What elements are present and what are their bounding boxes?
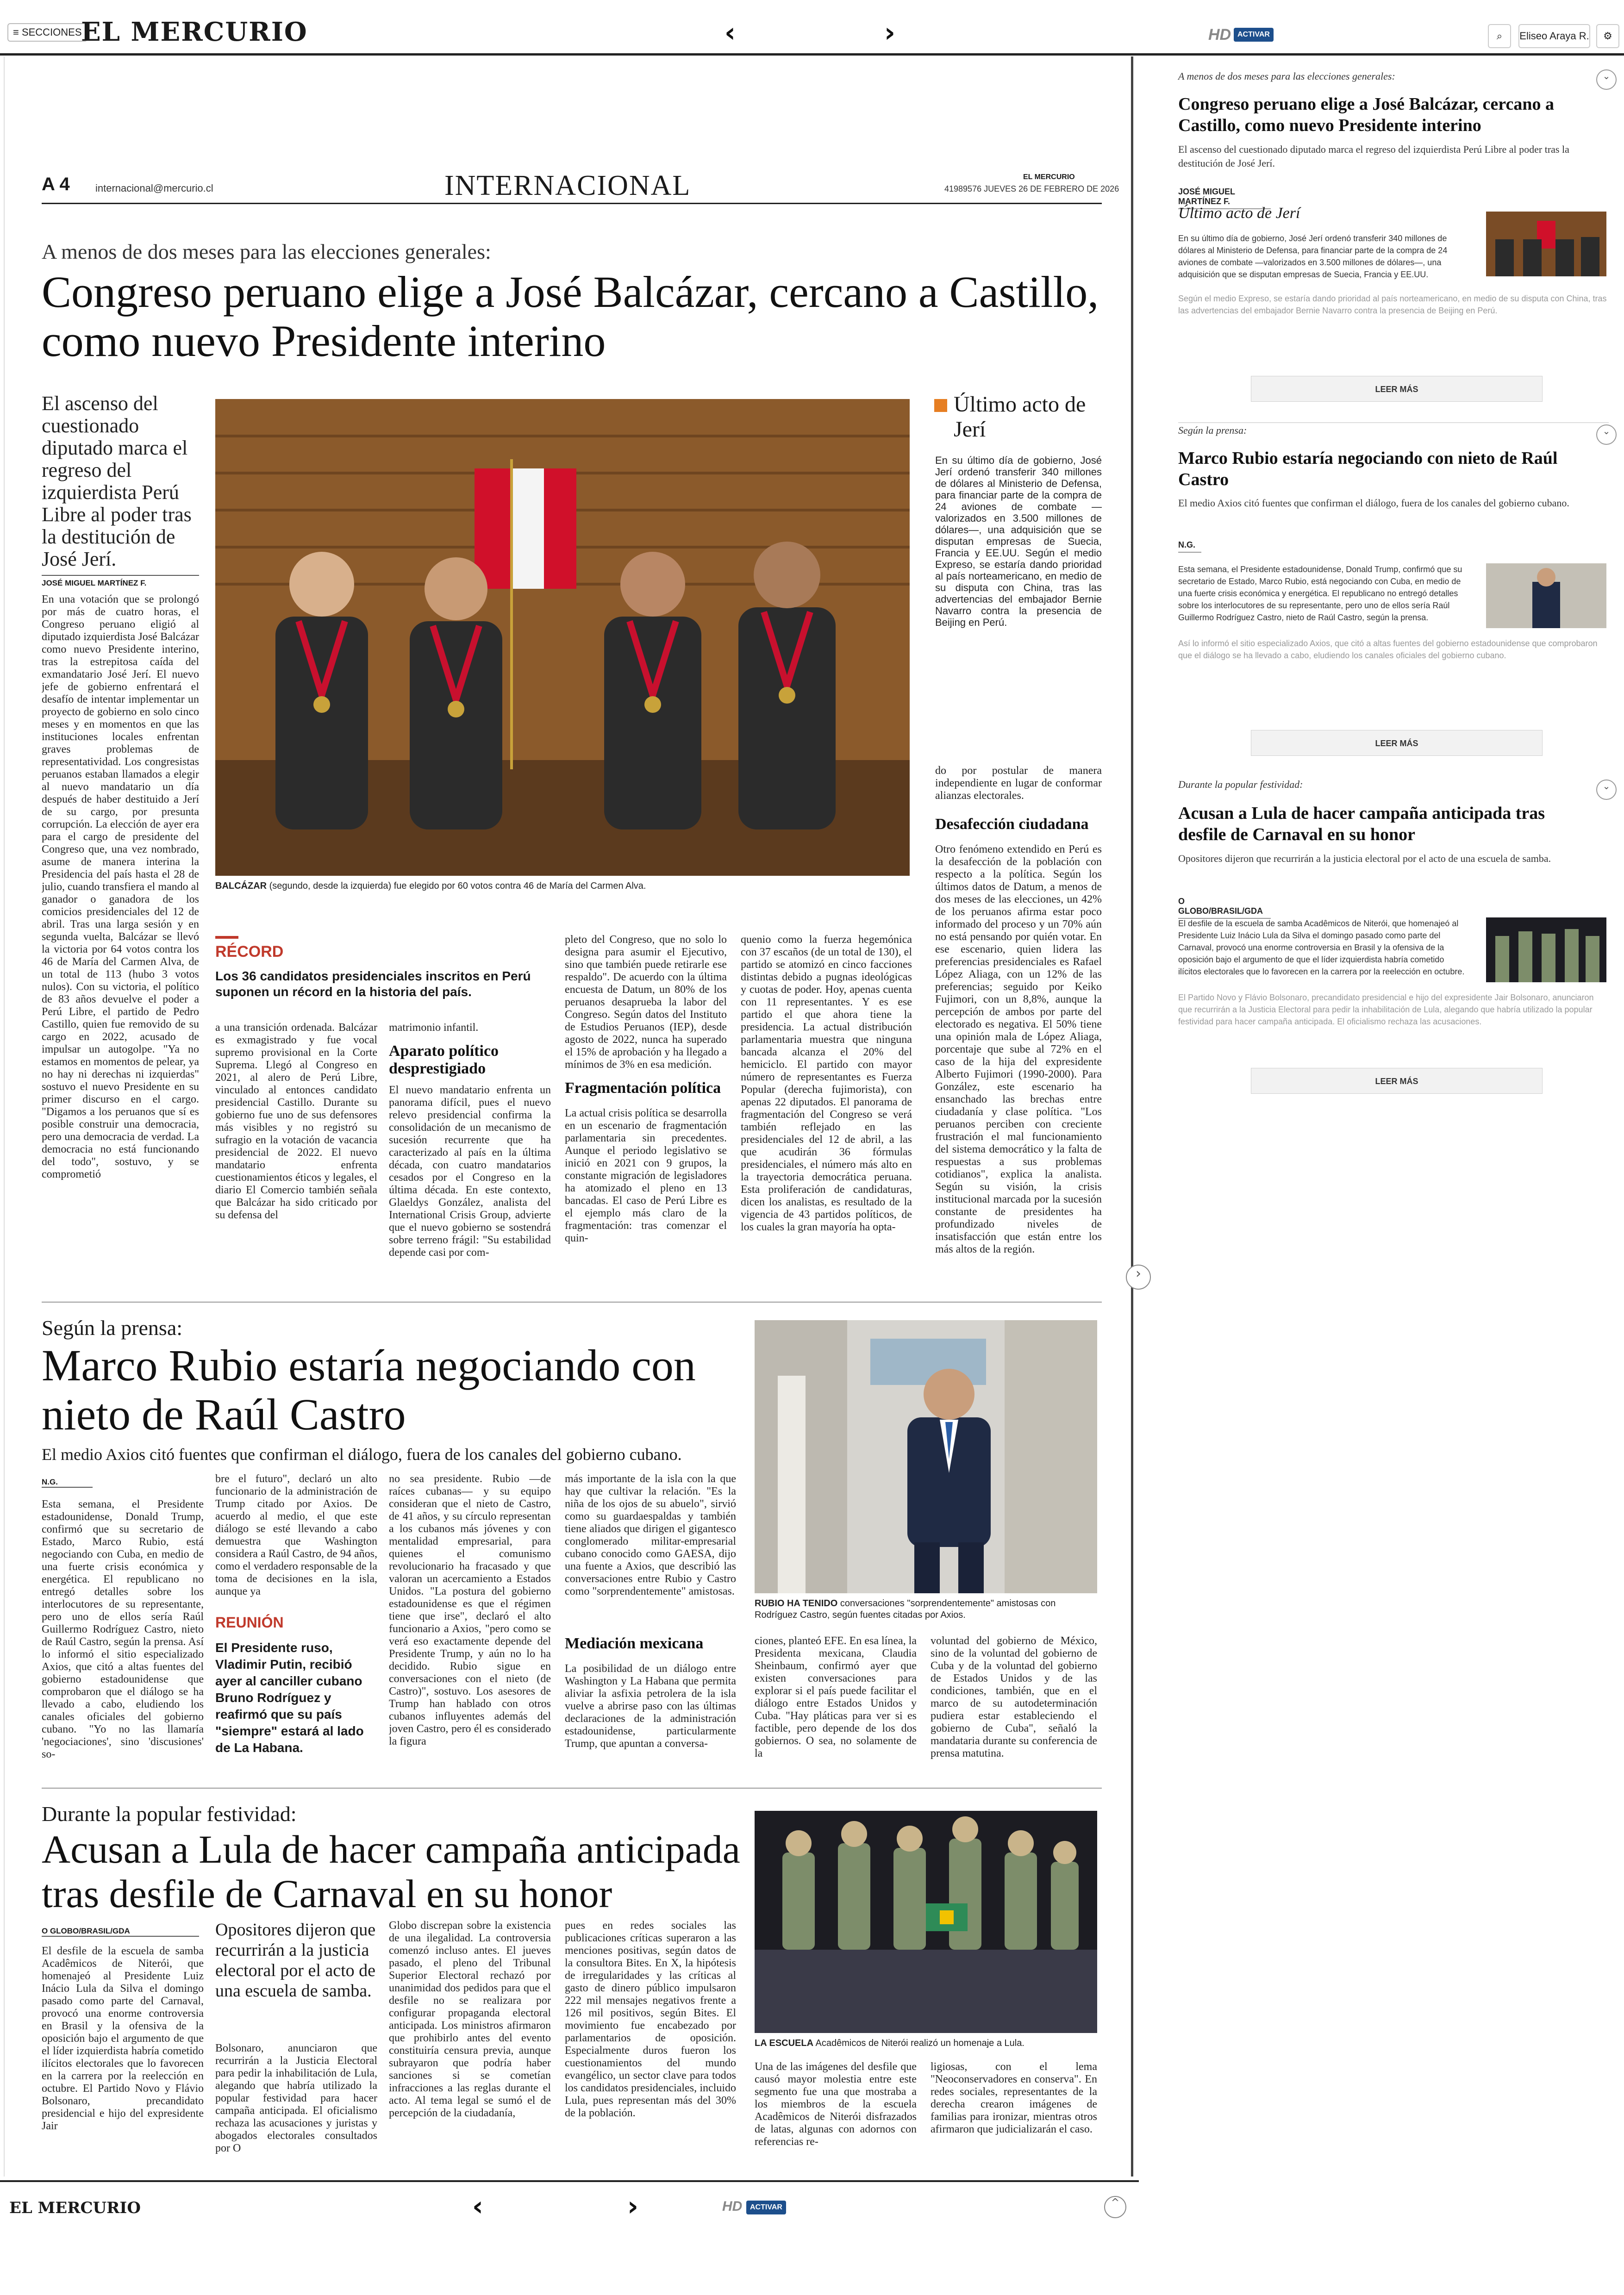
- article3-author: O GLOBO/BRASIL/GDA: [42, 1927, 199, 1937]
- record-text: Los 36 candidatos presidenciales inscritos en Perú suponen un récord en la historia del país.: [215, 969, 531, 999]
- sidebar-item2-body: Esta semana, el Presidente estadounidense, Donald Trump, confirmó que su secretario de Estado, Marco Rubio, está negociando con Cuba, en medio de una fuerte crisis económica y energética. El republicano no entregó detalles sobre los interlocutores de su representante, pero uno de ellos sería Raúl Guillermo Rodríguez Castro, nieto de Raúl Castro, según la prensa.: [1178, 565, 1462, 622]
- sidebar-item3-collapse-icon[interactable]: ⌄: [1596, 780, 1617, 800]
- sidebar-item2-collapse-icon[interactable]: ⌄: [1596, 424, 1617, 445]
- article1-col3b: El nuevo mandatario enfrenta un panorama difícil, pues el nuevo relevo presidencial confirma la consolidación de un mecanismo de sucesión recurrente que ha caracterizado al país en la última década, con cuatro mandatarios cesados por el Congreso en la última década. En este contexto, Glaeldys González, analista del International Crisis Group, advierte que el nuevo gobierno se sostendrá sobre terreno frágil: "Su estabilidad depende casi por com-: [389, 1084, 551, 1259]
- top-toolbar: [0, 0, 1624, 56]
- sections-button[interactable]: ≡ SECCIONES: [7, 23, 87, 42]
- brand-logo: EL MERCURIO: [81, 17, 308, 47]
- sidebar-item2-thumb[interactable]: [1486, 563, 1606, 628]
- settings-icon[interactable]: ⚙: [1596, 24, 1619, 48]
- article2-caption: [755, 1598, 1097, 1621]
- article3-kicker: Durante la popular festividad:: [42, 1802, 297, 1826]
- sidebar-item3-thumb[interactable]: [1486, 917, 1606, 982]
- sidebar-item1-title[interactable]: Congreso peruano elige a José Balcázar, cercano a Castillo, como nuevo Presidente interino: [1178, 94, 1554, 135]
- article1-box-title: Último acto de Jerí: [954, 392, 1086, 442]
- carnival-photo: [755, 1811, 1097, 2033]
- article2-sub1: Mediación mexicana: [565, 1635, 704, 1652]
- reunion-text: El Presidente ruso, Vladimir Putin, recibió ayer al canciller cubano Bruno Rodríguez y reafirmó que su país "siempre" estará al lado de La Habana.: [215, 1640, 364, 1755]
- article1-col1: En una votación que se prolongó por más de cuatro horas, el Congreso peruano eligió al diputado izquierdista José Balcázar como nuevo Presidente interino, tras la estrepitosa caída del exmandatario José Jerí. El nuevo jefe de gobierno enfrentará el desafío de intentar implementar un proyecto de gobierno en solo cinco meses y en momentos en que las instituciones locales enfrentan graves problemas de representatividad. Los congresistas peruanos estaban llamados a elegir al nuevo mandatario un día después de haber destituido a Jerí de su cargo, por presunta corrupción. La elección de ayer era para el cargo de presidente del Congreso que, una vez nombrado, asume de manera interina la Presidencia del país hasta el 28 de julio, cuando transfiera el mando al ganador o ganadora de los comicios presidenciales del 12 de abril. Tras una larga sesión y en segunda vuelta, Balcázar se llevó la victoria por 64 votos contra los 46 de María del Carmen Alva, de un total de 113 (hubo 3 votos nulos). Con su victoria, el político de 83 años devuelve el poder a Perú Libre, el partido de Pedro Castillo, quien fue removido de su cargo en 2022, acusado de impulsar un autogolpe. "Ya no estamos en momentos de pelear, ya no hay ni derechas ni izquierdas" sostuvo el nuevo Presidente en su primer discurso en el cargo. "Digamos a los peruanos que sí es posible construir una democracia, pero una democracia de verdad. La democracia no está funcionando del todo", sostuvo, y se comprometió: [42, 593, 199, 1180]
- article2-col2: bre el futuro", declaró un alto funcionario de la administración de Trump citado por Axios. De acuerdo al medio, el que este diálogo se esté llevando a cabo demuestra que Washington considera a Raúl Castro, de 94 años, como el verdadero responsable de la toma de decisiones en la isla, aunque ya: [215, 1473, 377, 1597]
- article3-caption-text: Acadêmicos de Niterói realizó un homenaje a Lula.: [813, 2038, 1024, 2048]
- article2-col1: Esta semana, el Presidente estadounidense, Donald Trump, confirmó que su secretario de Estado, Marco Rubio, está negociando con Cuba, en medio de una fuerte crisis económica y energética. El republicano no entregó detalles sobre los interlocutores de su representante, pero uno de ellos sería Raúl Guillermo Rodríguez Castro, nieto de Raúl Castro, según la prensa. Así lo informó el sitio especializado Axios, que citó a altas fuentes del gobierno estadounidense que comprobaron que el diálogo se ha llevado a cabo, eludiendo los canales oficiales del gobierno cubano. "Yo no las llamaría 'negociaciones', sino 'discusiones' so-: [42, 1498, 204, 1760]
- article2-lead: El medio Axios citó fuentes que confirman el diálogo, fuera de los canales del gobierno cubano.: [42, 1445, 682, 1464]
- article-divider-2: [42, 1788, 1102, 1789]
- article1-caption-text: (segundo, desde la izquierda) fue elegido por 60 votos contra 46 de María del Carmen Alva.: [267, 881, 646, 891]
- article3-col6: ligiosas, con el lema "Neoconservadores en conserva". En redes sociales, representantes de la derecha crearon imágenes de familias para ironizar, mientras otros afirmaron que judicializarán el caso.: [931, 2061, 1097, 2135]
- section-email: internacional@mercurio.cl: [95, 182, 213, 194]
- article3-caption: [755, 2038, 1097, 2049]
- article3-col4: pues en redes sociales las publicaciones críticas superaron a las menciones positivas, según datos de la consultora Bites. En X, la hipótesis de irregularidades y las críticas al gasto de dinero público impulsaron 222 mil mensajes negativos frente a 126 mil positivos, según Bites. El movimiento fue encabezado por parlamentarios de oposición. Especialmente duros fueron los cuestionamientos del mundo evangélico, un sector clave para todos los candidatos presidenciales, incluido Lula, pues representan más del 30% de la población.: [565, 1920, 736, 2119]
- article3-lead: Opositores dijeron que recurrirán a la justicia electoral por el acto de una escuela de samba.: [215, 1920, 376, 2001]
- article1-col4: pleto del Congreso, que no solo lo designa para asumir el Ejecutivo, sino que también puede retirarle ese respaldo". De acuerdo con la última encuesta de Datum, un 80% de los peruanos desaprueba la labor del Congreso. Según datos del Instituto de Estudios Peruanos (IEP), desde agosto de 2022, nunca ha superado el 15% de aprobación y ha llegado a mínimos de 3% en esa medición.: [565, 934, 727, 1071]
- sidebar-divider: [1178, 422, 1609, 423]
- article1-title: Congreso peruano elige a José Balcázar, cercano a Castillo, como nuevo Presidente interino: [42, 267, 1099, 366]
- sidebar-item2-fade: Así lo informó el sitio especializado Axios, que citó a altas fuentes del gobierno estadounidense que comprobaron que el diálogo se ha llevado a cabo, eludiendo los canales oficiales del gobierno cubano.: [1178, 639, 1598, 660]
- sidebar-item3-read-more[interactable]: LEER MÁS: [1251, 1068, 1543, 1094]
- sidebar-item1-read-more[interactable]: LEER MÁS: [1251, 376, 1543, 402]
- bottom-toolbar: [0, 2180, 1139, 2231]
- article1-col4b: La actual crisis política se desarrolla en un escenario de fragmentación parlamentaria sin precedentes. Aunque el periodo legislativo se inició en 2021 con 9 grupos, la constante migración de legisladores ha atomizado el pleno en 13 bancadas. El caso de Perú Libre es el ejemplo más claro de la fragmentación: tras comenzar el quin-: [565, 1107, 727, 1244]
- article2-caption-text: conversaciones "sorprendentemente" amistosas con Rodríguez Castro, según fuentes citadas por Axios.: [755, 1598, 1056, 1620]
- article2-col5: ciones, planteó EFE. En esa línea, la Presidenta mexicana, Claudia Sheinbaum, confirmó ayer que existen conversaciones para explorar si el país puede facilitar el diálogo entre Estados Unidos y Cuba. "Hay pláticas para ver si es factible, pero depende de los dos gobiernos. O sea, no solamente de la: [755, 1635, 917, 1759]
- reunion-label: REUNIÓN: [215, 1614, 284, 1631]
- sidebar-item1-kicker: A menos de dos meses para las elecciones generales:: [1178, 70, 1395, 82]
- sidebar-item1-collapse-icon[interactable]: ⌄: [1596, 69, 1617, 90]
- article1-kicker: A menos de dos meses para las elecciones generales:: [42, 240, 491, 263]
- box-marker: [934, 399, 947, 412]
- article1-sub1: Aparato político desprestigiado: [389, 1042, 499, 1077]
- search-icon[interactable]: ⌕: [1488, 24, 1511, 48]
- article-sidebar: [1139, 56, 1624, 1167]
- next-page-icon[interactable]: ›: [884, 17, 895, 48]
- article1-caption: [215, 880, 910, 892]
- sidebar-item1-desc: El ascenso del cuestionado diputado marca el regreso del izquierdista Perú Libre al poder tras la destitución de José Jerí.: [1178, 143, 1569, 169]
- sidebar-item3-title[interactable]: Acusan a Lula de hacer campaña anticipada tras desfile de Carnaval en su honor: [1178, 804, 1545, 844]
- article3-col5: Una de las imágenes del desfile que causó mayor molestia entre este segmento fue una que mostraba a los miembros de la escuela Acadêmicos de Niterói disfrazados de latas, algunas con adornos con referencias re-: [755, 2061, 917, 2148]
- sidebar-item2-author: N.G.: [1178, 540, 1201, 553]
- article3-col2: Bolsonaro, anunciaron que recurrirán a la Justicia Electoral para pedir la inhabilitación de Lula, alegando que habría utilizado la popular festividad para hacer campaña anticipada. El oficialismo rechaza las acusaciones y juristas y abogados electorales consultados por O: [215, 2042, 377, 2154]
- newspaper-page: [4, 56, 1133, 2177]
- sidebar-item1-fade: Según el medio Expreso, se estaría dando prioridad al país norteamericano, en medio de su disputa con China, tras las advertencias del embajador Bernie Navarro contra la presencia de Beijing en Perú.: [1178, 294, 1607, 315]
- sidebar-item1-thumb[interactable]: [1486, 212, 1606, 276]
- sidebar-item2-read-more[interactable]: LEER MÁS: [1251, 730, 1543, 756]
- sidebar-item3-desc: Opositores dijeron que recurrirán a la justicia electoral por el acto de una escuela de samba.: [1178, 853, 1551, 864]
- article2-col6: voluntad del gobierno de México, sino de la voluntad del gobierno de Cuba y de la voluntad del gobierno de Estados Unidos y de las condiciones, también, que en el marco de su autodeterminación pudiera estar estableciendo el gobierno de Cuba", señaló la mandataria durante su conferencia de prensa matutina.: [931, 1635, 1097, 1759]
- sidebar-item2-kicker: Según la prensa:: [1178, 424, 1247, 436]
- article3-caption-bold: LA ESCUELA: [755, 2038, 814, 2048]
- article1-lead: El ascenso del cuestionado diputado marca el regreso del izquierdista Perú Libre al poder tras la destitución de José Jerí.: [42, 392, 192, 570]
- article1-col3: matrimonio infantil.: [389, 1022, 479, 1034]
- article3-col1: El desfile de la escuela de samba Acadêmicos de Niterói, que homenajeó al Presidente Luiz Inácio Lula da Silva el domingo pasado como parte del Carnaval, provocó una enorme controversia en Brasil y la ofensiva de la oposición bajo el argumento de que el líder izquierdista habría cometido ilícitos electorales que lo favorecen en la carrera por la reelección en octubre. El Partido Novo y Flávio Bolsonaro, precandidato presidencial e hijo del expresidente Jair: [42, 1945, 204, 2132]
- page-id-date: 41989576 JUEVES 26 DE FEBRERO DE 2026: [944, 184, 1119, 193]
- user-button[interactable]: Eliseo Araya R.: [1518, 24, 1590, 48]
- sidebar-item2-desc: El medio Axios citó fuentes que confirman el diálogo, fuera de los canales del gobierno cubano.: [1178, 497, 1569, 509]
- header-rule: [42, 203, 1102, 204]
- article2-author: N.G.: [42, 1478, 93, 1488]
- article2-caption-bold: RUBIO HA TENIDO: [755, 1598, 838, 1609]
- record-label: RÉCORD: [215, 943, 284, 960]
- article1-sub3: Desafección ciudadana: [935, 816, 1089, 833]
- bottom-next-icon[interactable]: ›: [627, 2190, 638, 2222]
- article1-box-text: En su último día de gobierno, José Jerí ordenó transferir 340 millones de dólares al Ministerio de Defensa, para financiar parte de la compra de 24 aviones de combate —valorizados en 3.500 millones de dólares—, una adquisición que se disputan empresas de Suecia, Francia y EE.UU. Según el medio Expreso, se estaría dando prioridad al país norteamericano, en medio de su disputa con China, tras las advertencias del embajador Bernie Navarro contra la presencia de Beijing en Perú.: [935, 455, 1102, 628]
- article2-kicker: Según la prensa:: [42, 1316, 183, 1340]
- article1-col6a: do por postular de manera independiente en lugar de conformar alianzas electorales.: [935, 765, 1102, 802]
- bottom-brand: EL MERCURIO: [9, 2199, 141, 2217]
- congress-photo: [215, 399, 910, 876]
- article1-sub2: Fragmentación política: [565, 1079, 721, 1097]
- bottom-prev-icon[interactable]: ‹: [472, 2190, 483, 2222]
- sidebar-item3-kicker: Durante la popular festividad:: [1178, 779, 1303, 790]
- article1-col6: Otro fenómeno extendido en Perú es la desafección de la población con respecto a la política. Según los últimos datos de Datum, a menos de dos meses de las elecciones, un 42% de los peruanos afirma estar poco informado del proceso y un 70% aún no está pensando por quién votar. En ese escenario, quien lidera las preferencias presidenciales es Rafael López Aliaga, con un 12% de las preferencias; seguido por Keiko Fujimori, con un 8,8%, aunque la percepción de ambos por parte del electorado es negativa. El 50% tiene una opinión mala de López Aliaga, porcentaje que sube al 72% en el caso de la hija del expresidente Alberto Fujimori (1990-2000). Para González, este escenario ha ensanchado las brechas entre ciudadanía y clase política. "Los peruanos perciben con creciente frustración el mal funcionamiento del sistema democrático y la falta de respuestas a sus problemas cotidianos", explica la analista. Según su visión, la crisis institucional marcada por la sucesión constante de presidentes ha profundizado niveles de insatisfacción que están entre los más altos de la región.: [935, 843, 1102, 1255]
- article-divider: [42, 1302, 1102, 1303]
- bottom-hd-logo: HD: [722, 2199, 743, 2214]
- article2-col4: más importante de la isla con la que hay que cultivar la relación. "Es la niña de los ojos de su abuelo", sirvió como su guardaespaldas y también tiene aliados que dirigen el gigantesco conglomerado militar-empresarial cubano conocido como GAESA, dijo una fuente a Axios, que describió las conversaciones entre Rubio y Castro como "sorprendentemente" amistosas.: [565, 1473, 736, 1597]
- sidebar-item1-author: JOSÉ MIGUEL MARTÍNEZ F.: [1178, 187, 1271, 209]
- record-rule: [215, 936, 238, 939]
- next-page-arrow[interactable]: ›: [1126, 1265, 1151, 1290]
- masthead-small: EL MERCURIO: [1023, 173, 1075, 181]
- prev-page-icon[interactable]: ‹: [725, 17, 736, 48]
- article2-col4b: La posibilidad de un diálogo entre Washington y La Habana que permita aliviar la asfixia petrolera de la isla vuelve a abrirse paso con las últimas declaraciones de la administración estadounidense, particularmente Trump, que apuntan a conversa-: [565, 1663, 736, 1750]
- article3-col3: Globo discrepan sobre la existencia de una ilegalidad. La controversia comenzó incluso antes. El jueves pasado, el pleno del Tribunal Superior Electoral rechazó por unanimidad dos pedidos para que el desfile no se realizara por configurar propaganda electoral anticipada. Los ministros afirmaron que prohibirlo antes del evento constituiría censura previa, aunque subrayaron que podría haber sanciones si se cometían infracciones a las reglas durante el acto. Al tema legal se sumó el de percepción de la ciudadanía,: [389, 1920, 551, 2119]
- article1-col2: a una transición ordenada. Balcázar es exmagistrado y fue vocal supremo provisional en la Corte Suprema. Llegó al Congreso en 2021, al alero de Perú Libre, vinculado al entonces candidato presidencial Castillo. Durante su gobierno fue uno de sus defensores más visibles y no registró su sufragio en la votación de vacancia presidencial de 2022. El nuevo mandatario enfrenta cuestionamientos éticos y legales, el diario El Comercio también señala que Balcázar ha sido criticado por su defensa del: [215, 1022, 377, 1221]
- article3-title: Acusan a Lula de hacer campaña anticipada tras desfile de Carnaval en su honor: [42, 1827, 740, 1916]
- page-number: A 4: [42, 174, 70, 194]
- hd-logo: HD: [1208, 26, 1231, 44]
- sidebar-item1-body: En su último día de gobierno, José Jerí ordenó transferir 340 millones de dólares al Ministerio de Defensa, para financiar parte de la compra de 24 aviones de combate —valorizados en 3.500 millones de dólares—, una adquisición que se disputan empresas de Suecia, Francia y EE.UU.: [1178, 234, 1448, 279]
- article2-col3: no sea presidente. Rubio —de raíces cubanas— y su equipo consideran que el nieto de Castro, de 41 años, y su círculo representan a los cubanos más jóvenes y con mentalidad empresarial, para quienes el comunismo revolucionario ha fracasado y que valoran un acercamiento a Estados Unidos. "La postura del gobierno estadounidense es que el régimen tiene que irse", declaró el alto funcionario a Axios, "pero como se verá eso exactamente depende del Presidente Trump, y aún no lo ha decidido. Rubio sigue en conversaciones con el nieto (de Castro)", sostuvo. Los asesores de Trump han hablado con otros cubanos influyentes además del joven Castro, pero él es considerado la figura: [389, 1473, 551, 1747]
- hd-activate-badge[interactable]: ACTIVAR: [1234, 28, 1274, 42]
- sidebar-item3-author: O GLOBO/BRASIL/GDA: [1178, 897, 1271, 919]
- article1-caption-bold: BALCÁZAR: [215, 881, 267, 891]
- sidebar-item3-body: El desfile de la escuela de samba Acadêmicos de Niterói, que homenajeó al Presidente Luiz Inácio Lula da Silva el domingo pasado como parte del Carnaval, provocó una enorme controversia en Brasil y la ofensiva de la oposición bajo el argumento de que el líder izquierdista habría cometido ilícitos electorales que lo favorecen en la carrera por la reelección en octubre.: [1178, 919, 1465, 976]
- rubio-photo: [755, 1320, 1097, 1593]
- sidebar-item1-subtitle: Último acto de Jerí: [1178, 205, 1300, 222]
- section-title: INTERNACIONAL: [444, 170, 691, 201]
- bottom-hd-badge[interactable]: ACTIVAR: [746, 2201, 786, 2214]
- scroll-top-icon[interactable]: ^: [1104, 2196, 1126, 2218]
- article1-author: JOSÉ MIGUEL MARTÍNEZ F.: [42, 575, 199, 588]
- article2-title: Marco Rubio estaría negociando con nieto de Raúl Castro: [42, 1341, 696, 1439]
- sidebar-item2-title[interactable]: Marco Rubio estaría negociando con nieto de Raúl Castro: [1178, 449, 1558, 489]
- sidebar-item3-fade: El Partido Novo y Flávio Bolsonaro, precandidato presidencial e hijo del expresidente Jair Bolsonaro, anunciaron que recurrirán a la Justicia Electoral para pedir la inhabilitación de Lula, alegando que habría utilizado la popular festividad para hacer campaña anticipada. El oficialismo rechaza las acusaciones.: [1178, 993, 1594, 1026]
- article1-col5: quenio como la fuerza hegemónica con 37 escaños (de un total de 130), el partido se atomizó en cinco facciones distintas debido a pugnas ideológicas y cuotas de poder. Hoy, apenas cuenta con 11 representantes. Y es ese partido el que ahora tiene la presidencia. La actual distribución parlamentaria muestra que ninguna bancada alcanza el 20% del hemiciclo. El partido con mayor número de representantes es Fuerza Popular (derecha fujimorista), con apenas 22 diputados. El panorama de fragmentación del Congreso se verá también reflejado en las presidenciales del 12 de abril, a las que acudirán 36 fórmulas presidenciales, el número más alto en la trayectoria democrática peruana. Esta proliferación de candidaturas, dicen los analistas, es resultado de la vigencia de 43 partidos políticos, de los cuales la gran mayoría ha opta-: [741, 934, 912, 1233]
